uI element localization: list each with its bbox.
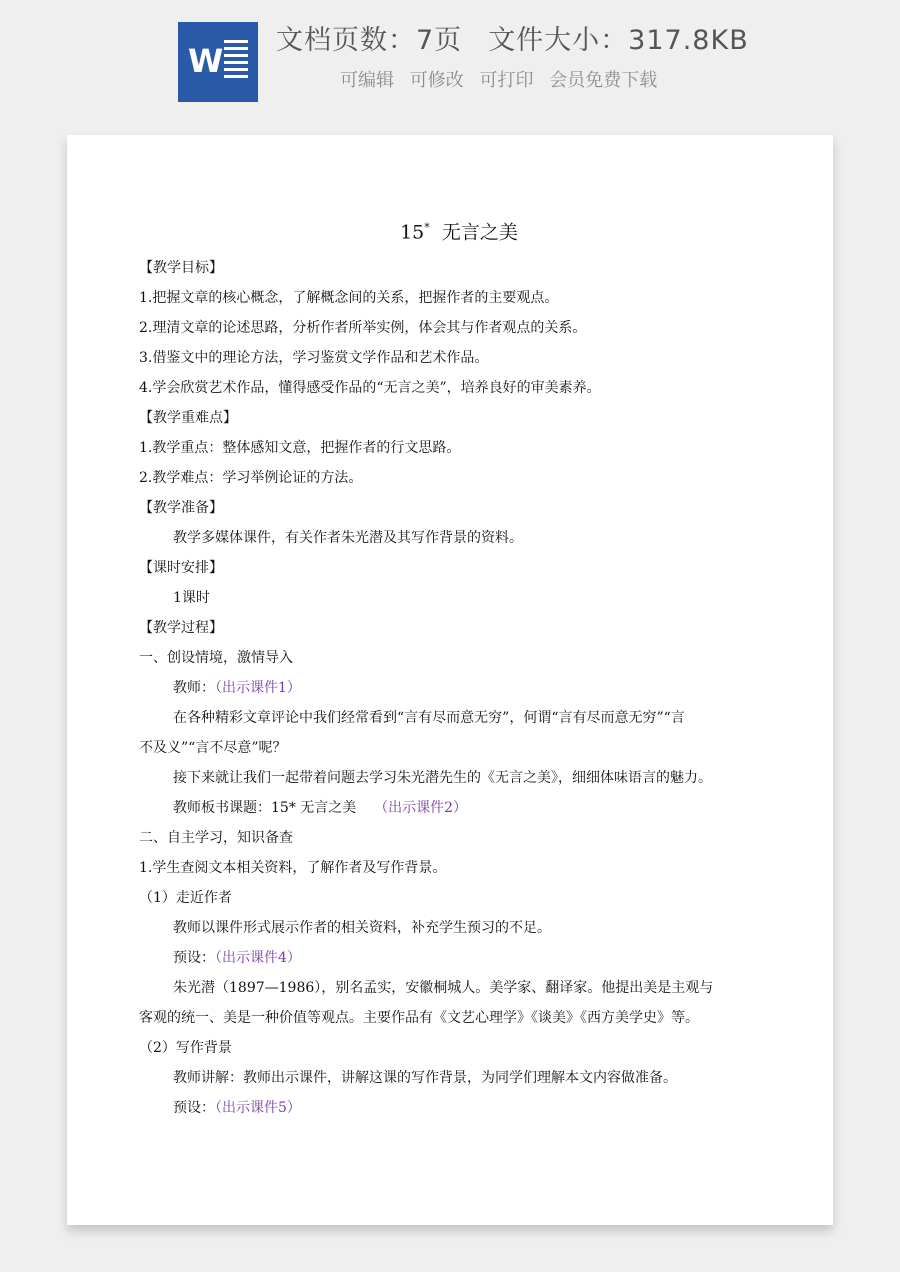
paragraph-line: 教师以课件形式展示作者的相关资料，补充学生预习的不足。 [173, 920, 551, 936]
paragraph-line: 接下来就让我们一起带着问题去学习朱光潜先生的《无言之美》，细细体味语言的魅力。 [173, 770, 712, 786]
step-2-heading: 二、自主学习，知识备查 [139, 830, 293, 846]
feature-list [340, 66, 667, 92]
page-title: 15* 无言之美 [400, 221, 518, 244]
objective-4: 4.学会欣赏艺术作品，懂得感受作品的“无言之美”，培养良好的审美素养。 [139, 380, 601, 396]
page-count: 文档页数：7页 [276, 25, 463, 56]
file-info [276, 18, 749, 57]
courseware-note: （出示课件5） [215, 1100, 301, 1116]
objective-2: 2.理清文章的论述思路，分析作者所举实例，体会其与作者观点的关系。 [139, 320, 587, 336]
document-page [67, 135, 833, 1225]
schedule-text: 1课时 [173, 590, 210, 606]
board-title-line: 教师板书课题：15* 无言之美 （出示课件2） [173, 800, 467, 816]
download-banner [0, 0, 900, 130]
section-heading-objectives: 【教学目标】 [139, 260, 223, 276]
section-heading-preparation: 【教学准备】 [139, 500, 223, 516]
feature-free-download: 会员免费下载 [549, 70, 658, 91]
word-document-icon: W [178, 22, 258, 102]
section-heading-process: 【教学过程】 [139, 620, 223, 636]
paragraph-line: 不及义”“言不尽意”呢？ [139, 740, 287, 756]
paragraph-line: 客观的统一、美是一种价值等观点。主要作品有《文艺心理学》《谈美》《西方美学史》等。 [139, 1010, 699, 1026]
step-1-heading: 一、创设情境，激情导入 [139, 650, 293, 666]
feature-modifiable: 可修改 [409, 70, 464, 91]
file-size: 文件大小：317.8KB [488, 25, 749, 56]
feature-editable: 可编辑 [340, 70, 394, 91]
paragraph-line: 在各种精彩文章评论中我们经常看到“言有尽而意无穷”，何谓“言有尽而意无穷”“言 [173, 710, 685, 726]
courseware-note: （出示课件1） [215, 680, 301, 696]
objective-1: 1.把握文章的核心概念，了解概念间的关系，把握作者的主要观点。 [139, 290, 559, 306]
teacher-line-1: 教师：（出示课件1） [173, 680, 301, 696]
paragraph-line: 教师讲解：教师出示课件，讲解这课的写作背景，为同学们理解本文内容做准备。 [173, 1070, 677, 1086]
subheading-background: （2）写作背景 [139, 1040, 232, 1056]
objective-3: 3.借鉴文中的理论方法，学习鉴赏文学作品和艺术作品。 [139, 350, 489, 366]
courseware-note: （出示课件4） [215, 950, 301, 966]
courseware-note: （出示课件2） [374, 800, 467, 816]
preparation-text: 教学多媒体课件，有关作者朱光潜及其写作背景的资料。 [173, 530, 523, 546]
document-content [139, 213, 779, 1123]
key-point-2: 2.教学难点：学习举例论证的方法。 [139, 470, 363, 486]
paragraph-line: 朱光潜（1897—1986），别名孟实，安徽桐城人。美学家、翻译家。他提出美是主观与 [173, 980, 714, 996]
section-heading-key-points: 【教学重难点】 [139, 410, 237, 426]
subheading-author: （1）走近作者 [139, 890, 232, 906]
task-1: 1.学生查阅文本相关资料，了解作者及写作背景。 [139, 860, 447, 876]
feature-printable: 可打印 [479, 70, 534, 91]
section-heading-schedule: 【课时安排】 [139, 560, 223, 576]
preset-line: 预设：（出示课件5） [173, 1100, 301, 1116]
key-point-1: 1.教学重点：整体感知文意，把握作者的行文思路。 [139, 440, 461, 456]
preset-line: 预设：（出示课件4） [173, 950, 301, 966]
